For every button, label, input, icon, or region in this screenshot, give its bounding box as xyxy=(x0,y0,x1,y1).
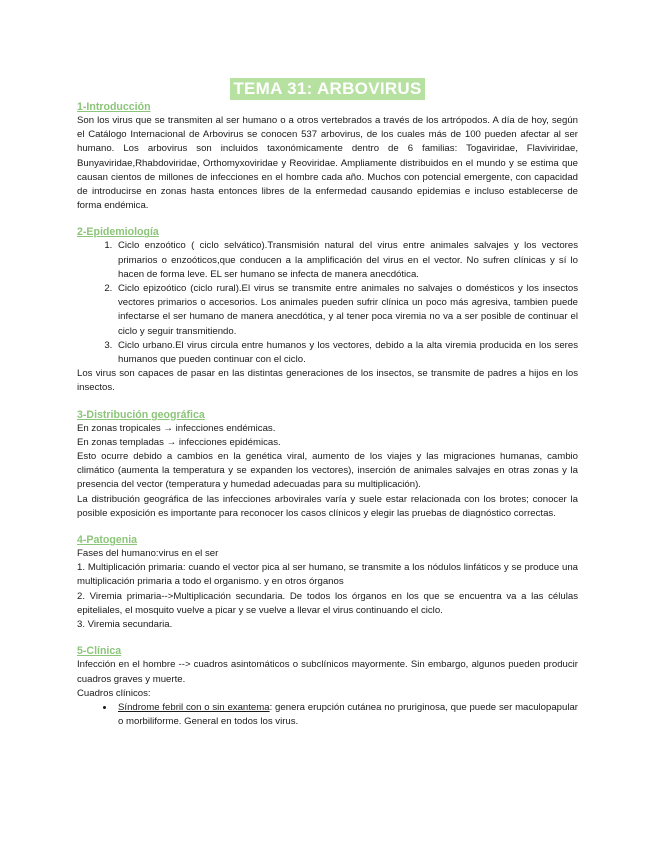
text-line: En zonas tropicales → infecciones endémicas. xyxy=(77,422,276,434)
list-item: 3. Ciclo urbano.El virus circula entre humanos y los vectores, debido a la alta viremia producida en los seres humanos que pueden continuar con el ciclo. xyxy=(115,339,578,367)
paragraph: Los virus son capaces de pasar en las distintas generaciones de los insectos, se transmite de padres a hijos en los insectos. xyxy=(77,368,578,394)
paragraph: Son los virus que se transmiten al ser humano o a otros vertebrados a través de los artrópodos. A día de hoy, según el Catálogo Internacional de Arbovirus se conocen 537 arbovirus, de los cuales más de 100 pueden afectar al ser humano. Los arbovirus son incluidos taxonómicamente dentro de 6 familias: Togaviridae, Flaviviridae, Bunyaviridae,Rhabdoviridae, Orthomyxoviridae y Reoviridae. Ampliamente distribuidos en el mundo y se estima que causan cientos de millones de infecciones en el hombre cada año. Muchos con potencial emergente, con capacidad de introducirse en zonas hasta entonces libres de la enfermedad causando epidemias e incluso establecerse de forma endémica. xyxy=(77,115,578,212)
numbered-list xyxy=(77,239,578,367)
paragraph: 3. Viremia secundaria. xyxy=(77,619,173,631)
paragraph: Esto ocurre debido a cambios en la genética viral, aumento de los viajes y las migraciones humanas, cambio climático (aumenta la temperatura y se expanden los vectores), inserción de animales salvajes en otras zonas y la presencia del vector (temperatura y humedad adecuadas para su multiplicación). xyxy=(77,451,578,491)
bullet-term: Síndrome febril con o sin exantema xyxy=(118,701,270,713)
bullet-list xyxy=(77,701,578,729)
paragraph: 2. Viremia primaria-->Multiplicación secundaria. De todos los órganos en los que se encuentra va a las células epiteliales, el mosquito vuelve a picar y se vuelve a llevar el virus continuando el ciclo. xyxy=(77,590,578,616)
section-distribucion xyxy=(77,408,578,521)
list-item: 1. Ciclo enzoótico ( ciclo selvático).Transmisión natural del virus entre animales salvajes y los vectores primarios o enzoóticos,que conducen a la amplificación del virus en el vector. No sufren clínicas y sí lo hacen de forma leve. EL ser humano se infecta de manera anecdótica. xyxy=(115,239,578,282)
list-item: 2. Ciclo epizoótico (ciclo rural).El virus se transmite entre animales no salvajes o domésticos y los insectos vectores primarios o accesorios. Los animales pueden sufrir clínica un poco más agresiva, tambien puede infectarse el ser humano de manera anecdótica, y al tener poca viremia no va a ser posible de continuar el ciclo y seguir transmitiendo. xyxy=(115,282,578,339)
section-patogenia xyxy=(77,533,578,632)
section-heading: 3-Distribución geográfica xyxy=(77,408,205,421)
section-heading: 1-Introducción xyxy=(77,101,151,113)
text-line: Cuadros clínicos: xyxy=(77,687,151,699)
text-line: Fases del humano:virus en el ser xyxy=(77,548,219,560)
section-heading: 5-Clínica xyxy=(77,645,122,658)
section-clinica xyxy=(77,644,578,729)
title-wrap xyxy=(0,78,655,100)
page-title: TEMA 31: ARBOVIRUS xyxy=(230,78,424,100)
section-heading: 4-Patogenia xyxy=(77,534,138,547)
section-epidemiologia xyxy=(77,225,578,395)
list-item xyxy=(115,701,578,729)
section-heading: 2-Epidemiología xyxy=(77,226,159,239)
bullet-text: : genera erupción cutánea no pruriginosa, que puede ser maculopapular o morbiliforme. General en todos los virus. xyxy=(118,701,578,728)
section-introduccion xyxy=(77,100,578,213)
paragraph: La distribución geográfica de las infecciones arbovirales varía y suele estar relacionada con los brotes; conocer la posible exposición es importante para reconocer los casos clínicos y elegir las pruebas de diagnóstico correctas. xyxy=(77,493,578,519)
text-line: En zonas templadas → infecciones epidémicas. xyxy=(77,436,281,448)
paragraph: 1. Multiplicación primaria: cuando el vector pica al ser humano, se transmite a los nódulos linfáticos y se produce una multiplicación primaria a todo el organismo. y en otros órganos xyxy=(77,562,578,588)
paragraph: Infección en el hombre --> cuadros asintomáticos o subclínicos mayormente. Sin embargo, algunos pueden producir cuadros graves y muerte. xyxy=(77,659,578,685)
document-body xyxy=(77,100,578,729)
